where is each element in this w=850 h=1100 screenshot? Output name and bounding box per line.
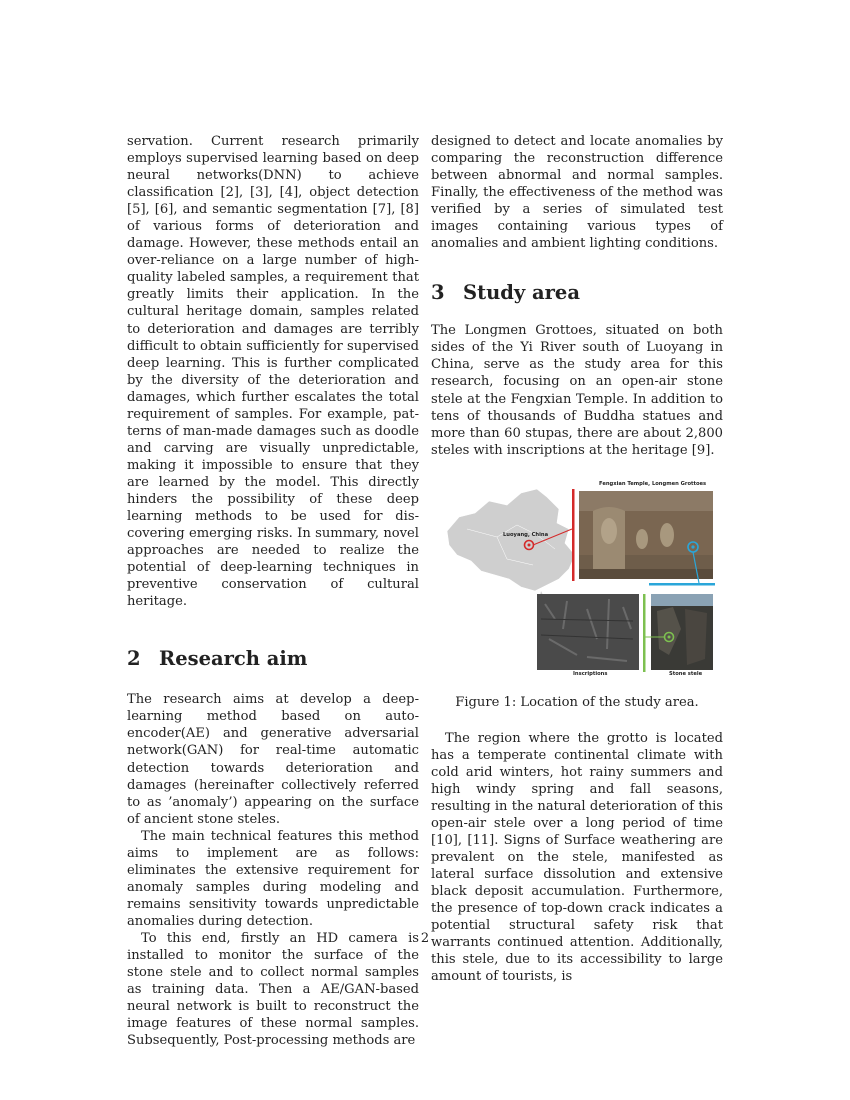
paragraph: The main technical features this method aims to implement are as follows: eliminates the extensive requirement for anomaly samples during modeling and remains sensitivity towards unpredictable anomalies during detection.: [127, 828, 419, 929]
inscriptions-photo: [537, 594, 639, 670]
paragraph: designed to detect and locate anomalies by comparing the reconstruction difference between abnormal and normal samples. Finally, the effectiveness of the method was verified by a series of simulated test images containing various types of anomalies and ambient lighting conditions.: [431, 134, 723, 252]
section-heading-study-area: [431, 281, 723, 305]
paragraph: The Longmen Grottoes, situated on both sides of the Yi River south of Luoyang in China, serve as the study area for this research, focusing on an open-air stone stele at the Fengxian Temple. In addition to tens of thousands of Buddha statues and more than 60 stupas, there are about 2,800 steles with inscriptions at the heritage [9].: [431, 323, 723, 458]
paragraph: The region where the grotto is located has a temperate continental climate with cold arid winters, hot rainy summers and high windy spring and fall seasons, resulting in the natural deterioration of this open-air stele over a long period of time [10], [11]. Signs of Surface weathering are prevalent on the stele, manifested as lateral surface dissolution and extensive black deposit accumulation. Furthermore, the presence of top-down crack indicates a potential structural safety risk that warrants continued attention. Additionally, this stele, due to its accessibility to large amount of tourists, is: [431, 730, 723, 985]
right-column: [431, 133, 723, 985]
label-temple: Fengxian Temple, Longmen Grottoes: [599, 480, 707, 487]
section-heading-research-aim: [127, 647, 419, 671]
section-title: Study area: [463, 281, 580, 305]
label-luoyang: Luoyang, China: [503, 531, 549, 538]
page-number: 2: [420, 931, 430, 946]
left-column: [127, 133, 419, 1049]
figure-caption: Figure 1: Location of the study area.: [455, 694, 699, 710]
label-inscriptions: Inscriptions: [573, 670, 608, 677]
section-number: 2: [127, 647, 141, 671]
paragraph: To this end, firstly an HD camera is installed to monitor the surface of the stone stele and to collect normal samples as training data. Then a AE/GAN-based neural network is built to reconstruct the image features of these normal samples. Subsequently, Post-processing methods are: [127, 930, 419, 1049]
paragraph: The research aims at develop a deep-learning method based on auto-encoder(AE) and generative adversarial network(GAN) for real-time automatic detection towards deterioration and damages (hereinafter collectively referred to as ’anomaly’) appearing on the surface of ancient stone steles.: [127, 692, 419, 827]
paragraph: servation. Current research primarily employs supervised learning based on deep neural networks(DNN) to achieve classification [2], [3], [4], object detection [5], [6], and semantic segmentation [7], [8] of various forms of deterioration and damage. However, these methods entail an over-reliance on a large number of high-quality labeled samples, a requirement that greatly limits their application. In the cultural heritage domain, samples related to deterioration and damages are terribly difficult to obtain sufficiently for supervised deep learning. This is further complicated by the diversity of the deterioration and damages, which further escalates the total requirement of samples. For example, patterns of man-made damages such as doodle and carving are visually unpredictable, making it impossible to ensure that they are learned by the model. This directly hinders the possibility of these deep learning methods to be used for discovering emerging risks. In summary, novel approaches are needed to realize the potential of deep-learning techniques in preventive conservation of cultural heritage.: [127, 134, 419, 610]
section-number: 3: [431, 281, 445, 305]
figure-study-area: [437, 479, 729, 675]
green-connector: [643, 594, 646, 672]
blue-connector: [649, 583, 715, 586]
figure-graphic: [437, 479, 729, 675]
label-stone-stele: Stone stele: [669, 670, 703, 677]
china-map: [447, 489, 575, 591]
red-connector: [572, 489, 575, 581]
section-title: Research aim: [159, 647, 308, 671]
